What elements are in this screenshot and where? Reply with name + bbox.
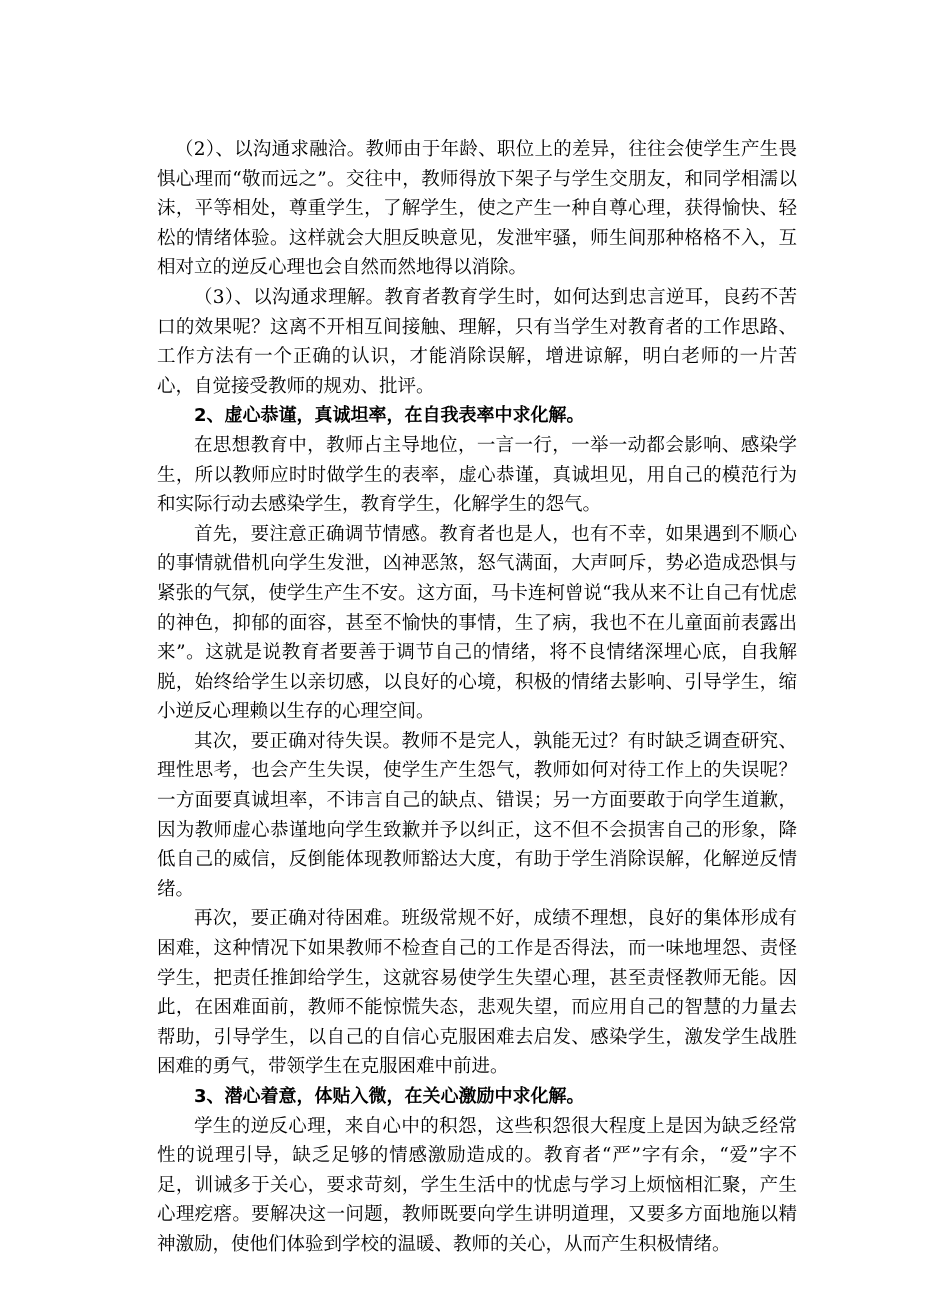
paragraph: 首先，要注意正确调节情感。教育者也是人，也有不幸，如果遇到不顺心的事情就借机向学生发泄，凶神恶煞，怒气满面，大声呵斥，势必造成恐惧与紧张的气氛，使学生产生不安。这方面，马卡连柯曾说“我从来不让自己有忧虑的神色，抑郁的面容，甚至不愉快的事情，生了病，我也不在儿童面前表露出来”。这就是说教育者要善于调节自己的情绪，将不良情绪深埋心底，自我解脱，始终给学生以亲切感，以良好的心境，积极的情绪去影响、引导学生，缩小逆反心理赖以生存的心理空间。 <box>157 523 797 723</box>
document-body <box>157 135 797 1260</box>
paragraph: 在思想教育中，教师占主导地位，一言一行，一举一动都会影响、感染学生，所以教师应时时做学生的表率，虚心恭谨，真诚坦见，用自己的模范行为和实际行动去感染学生，教育学生，化解学生的怨气。 <box>157 434 797 516</box>
section-heading: 2、虚心恭谨，真诚坦率，在自我表率中求化解。 <box>194 405 585 427</box>
paragraph: （3）、以沟通求理解。教育者教育学生时，如何达到忠言逆耳，良药不苦口的效果呢？这离不开相互间接触、理解，只有当学生对教育者的工作思路、工作方法有一个正确的认识，才能消除误解，增进谅解，明白老师的一片苦心，自觉接受教师的规劝、批评。 <box>157 286 797 397</box>
paragraph: （2）、以沟通求融洽。教师由于年龄、职位上的差异，往往会使学生产生畏惧心理而“敬而远之”。交往中，教师得放下架子与学生交朋友，和同学相濡以沫，平等相处，尊重学生，了解学生，使之产生一种自尊心理，获得愉快、轻松的情绪体验。这样就会大胆反映意见，发泄牢骚，师生间那种格格不入，互相对立的逆反心理也会自然而然地得以消除。 <box>157 139 797 279</box>
paragraph: 再次，要正确对待困难。班级常规不好，成绩不理想，良好的集体形成有困难，这种情况下如果教师不检查自己的工作是否得法，而一味地埋怨、责怪学生，把责任推卸给学生，这就容易使学生失望心理，甚至责怪教师无能。因此，在困难面前，教师不能惊慌失态，悲观失望，而应用自己的智慧的力量去帮助，引导学生，以自己的自信心克服困难去启发、感染学生，激发学生战胜困难的勇气，带领学生在克服困难中前进。 <box>157 908 797 1078</box>
paragraph: 其次，要正确对待失误。教师不是完人，孰能无过？有时缺乏调查研究、理性思考，也会产生失误，使学生产生怨气，教师如何对待工作上的失误呢？一方面要真诚坦率，不讳言自己的缺点、错误；另一方面要敢于向学生道歉，因为教师虚心恭谨地向学生致歉并予以纠正，这不但不会损害自己的形象，降低自己的威信，反倒能体现教师豁达大度，有助于学生消除误解，化解逆反情绪。 <box>157 730 797 900</box>
paragraph: 学生的逆反心理，来自心中的积怨，这些积怨很大程度上是因为缺乏经常性的说理引导，缺乏足够的情感激励造成的。教育者“严”字有余，“爱”字不足，训诫多于关心，要求苛刻，学生生活中的忧虑与学习上烦恼相汇聚，产生心理疙瘩。要解决这一问题，教师既要向学生讲明道理，又要多方面地施以精神激励，使他们体验到学校的温暖、教师的关心，从而产生积极情绪。 <box>157 1115 797 1255</box>
section-heading: 3、潜心着意，体贴入微，在关心激励中求化解。 <box>194 1086 585 1107</box>
